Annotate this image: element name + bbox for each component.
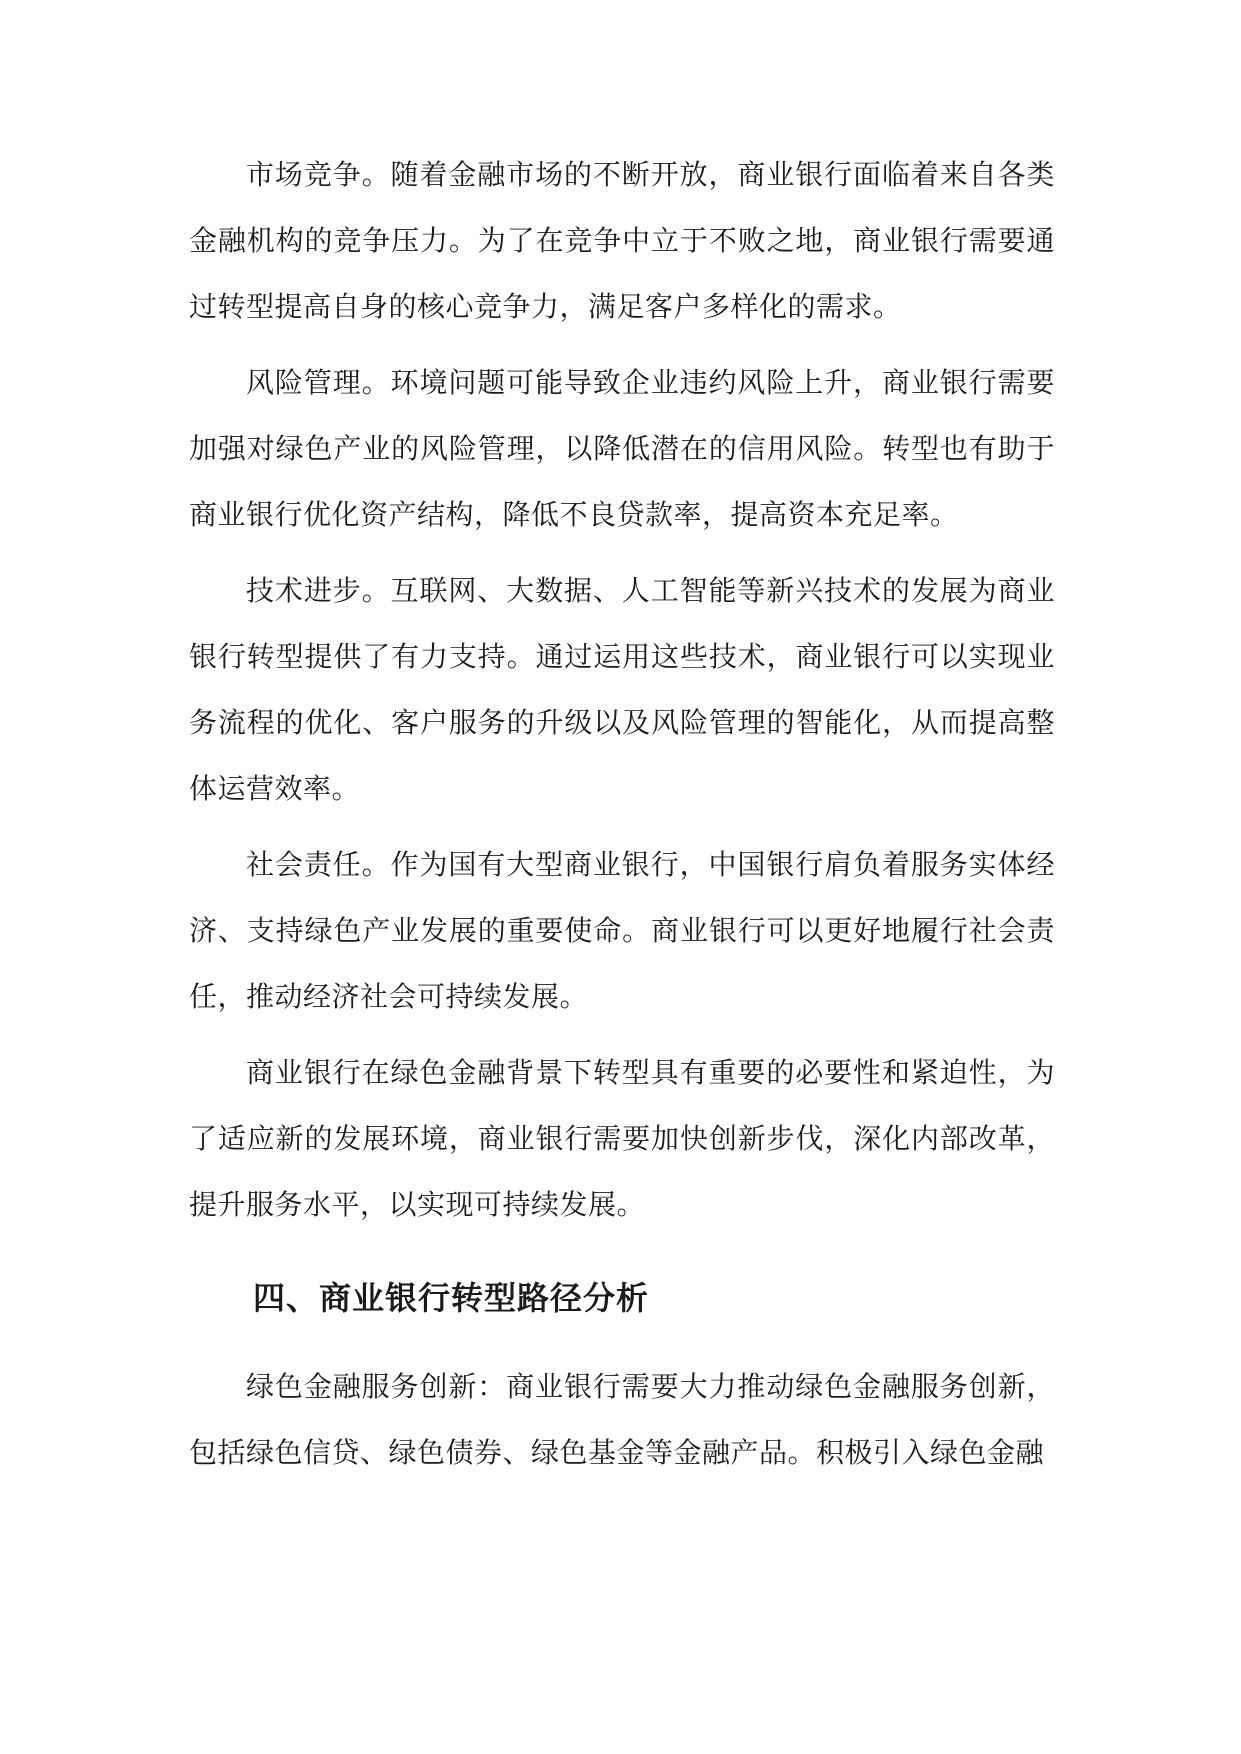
paragraph-technology-progress: 技术进步。互联网、大数据、人工智能等新兴技术的发展为商业银行转型提供了有力支持。通过运用这些技术，商业银行可以实现业务流程的优化、客户服务的升级以及风险管理的智能化，从而提高整体运营效率。	[189, 574, 1055, 805]
paragraph-social-responsibility: 社会责任。作为国有大型商业银行，中国银行肩负着服务实体经济、支持绿色产业发展的重要使命。商业银行可以更好地履行社会责任，推动经济社会可持续发展。	[189, 848, 1055, 1013]
paragraph-conclusion: 商业银行在绿色金融背景下转型具有重要的必要性和紧迫性，为了适应新的发展环境，商业银行需要加快创新步伐，深化内部改革，提升服务水平，以实现可持续发展。	[189, 1056, 1055, 1221]
section-heading: 四、商业银行转型路径分析	[253, 1279, 650, 1317]
paragraph-green-finance-innovation: 绿色金融服务创新：商业银行需要大力推动绿色金融服务创新，包括绿色信贷、绿色债券、绿色基金等金融产品。积极引入绿色金融	[189, 1370, 1055, 1469]
document-body	[189, 142, 1055, 1496]
paragraph-risk-management: 风险管理。环境问题可能导致企业违约风险上升，商业银行需要加强对绿色产业的风险管理，以降低潜在的信用风险。转型也有助于商业银行优化资产结构，降低不良贷款率，提高资本充足率。	[189, 366, 1055, 531]
paragraph-market-competition: 市场竞争。随着金融市场的不断开放，商业银行面临着来自各类金融机构的竞争压力。为了在竞争中立于不败之地，商业银行需要通过转型提高自身的核心竞争力，满足客户多样化的需求。	[189, 158, 1055, 323]
